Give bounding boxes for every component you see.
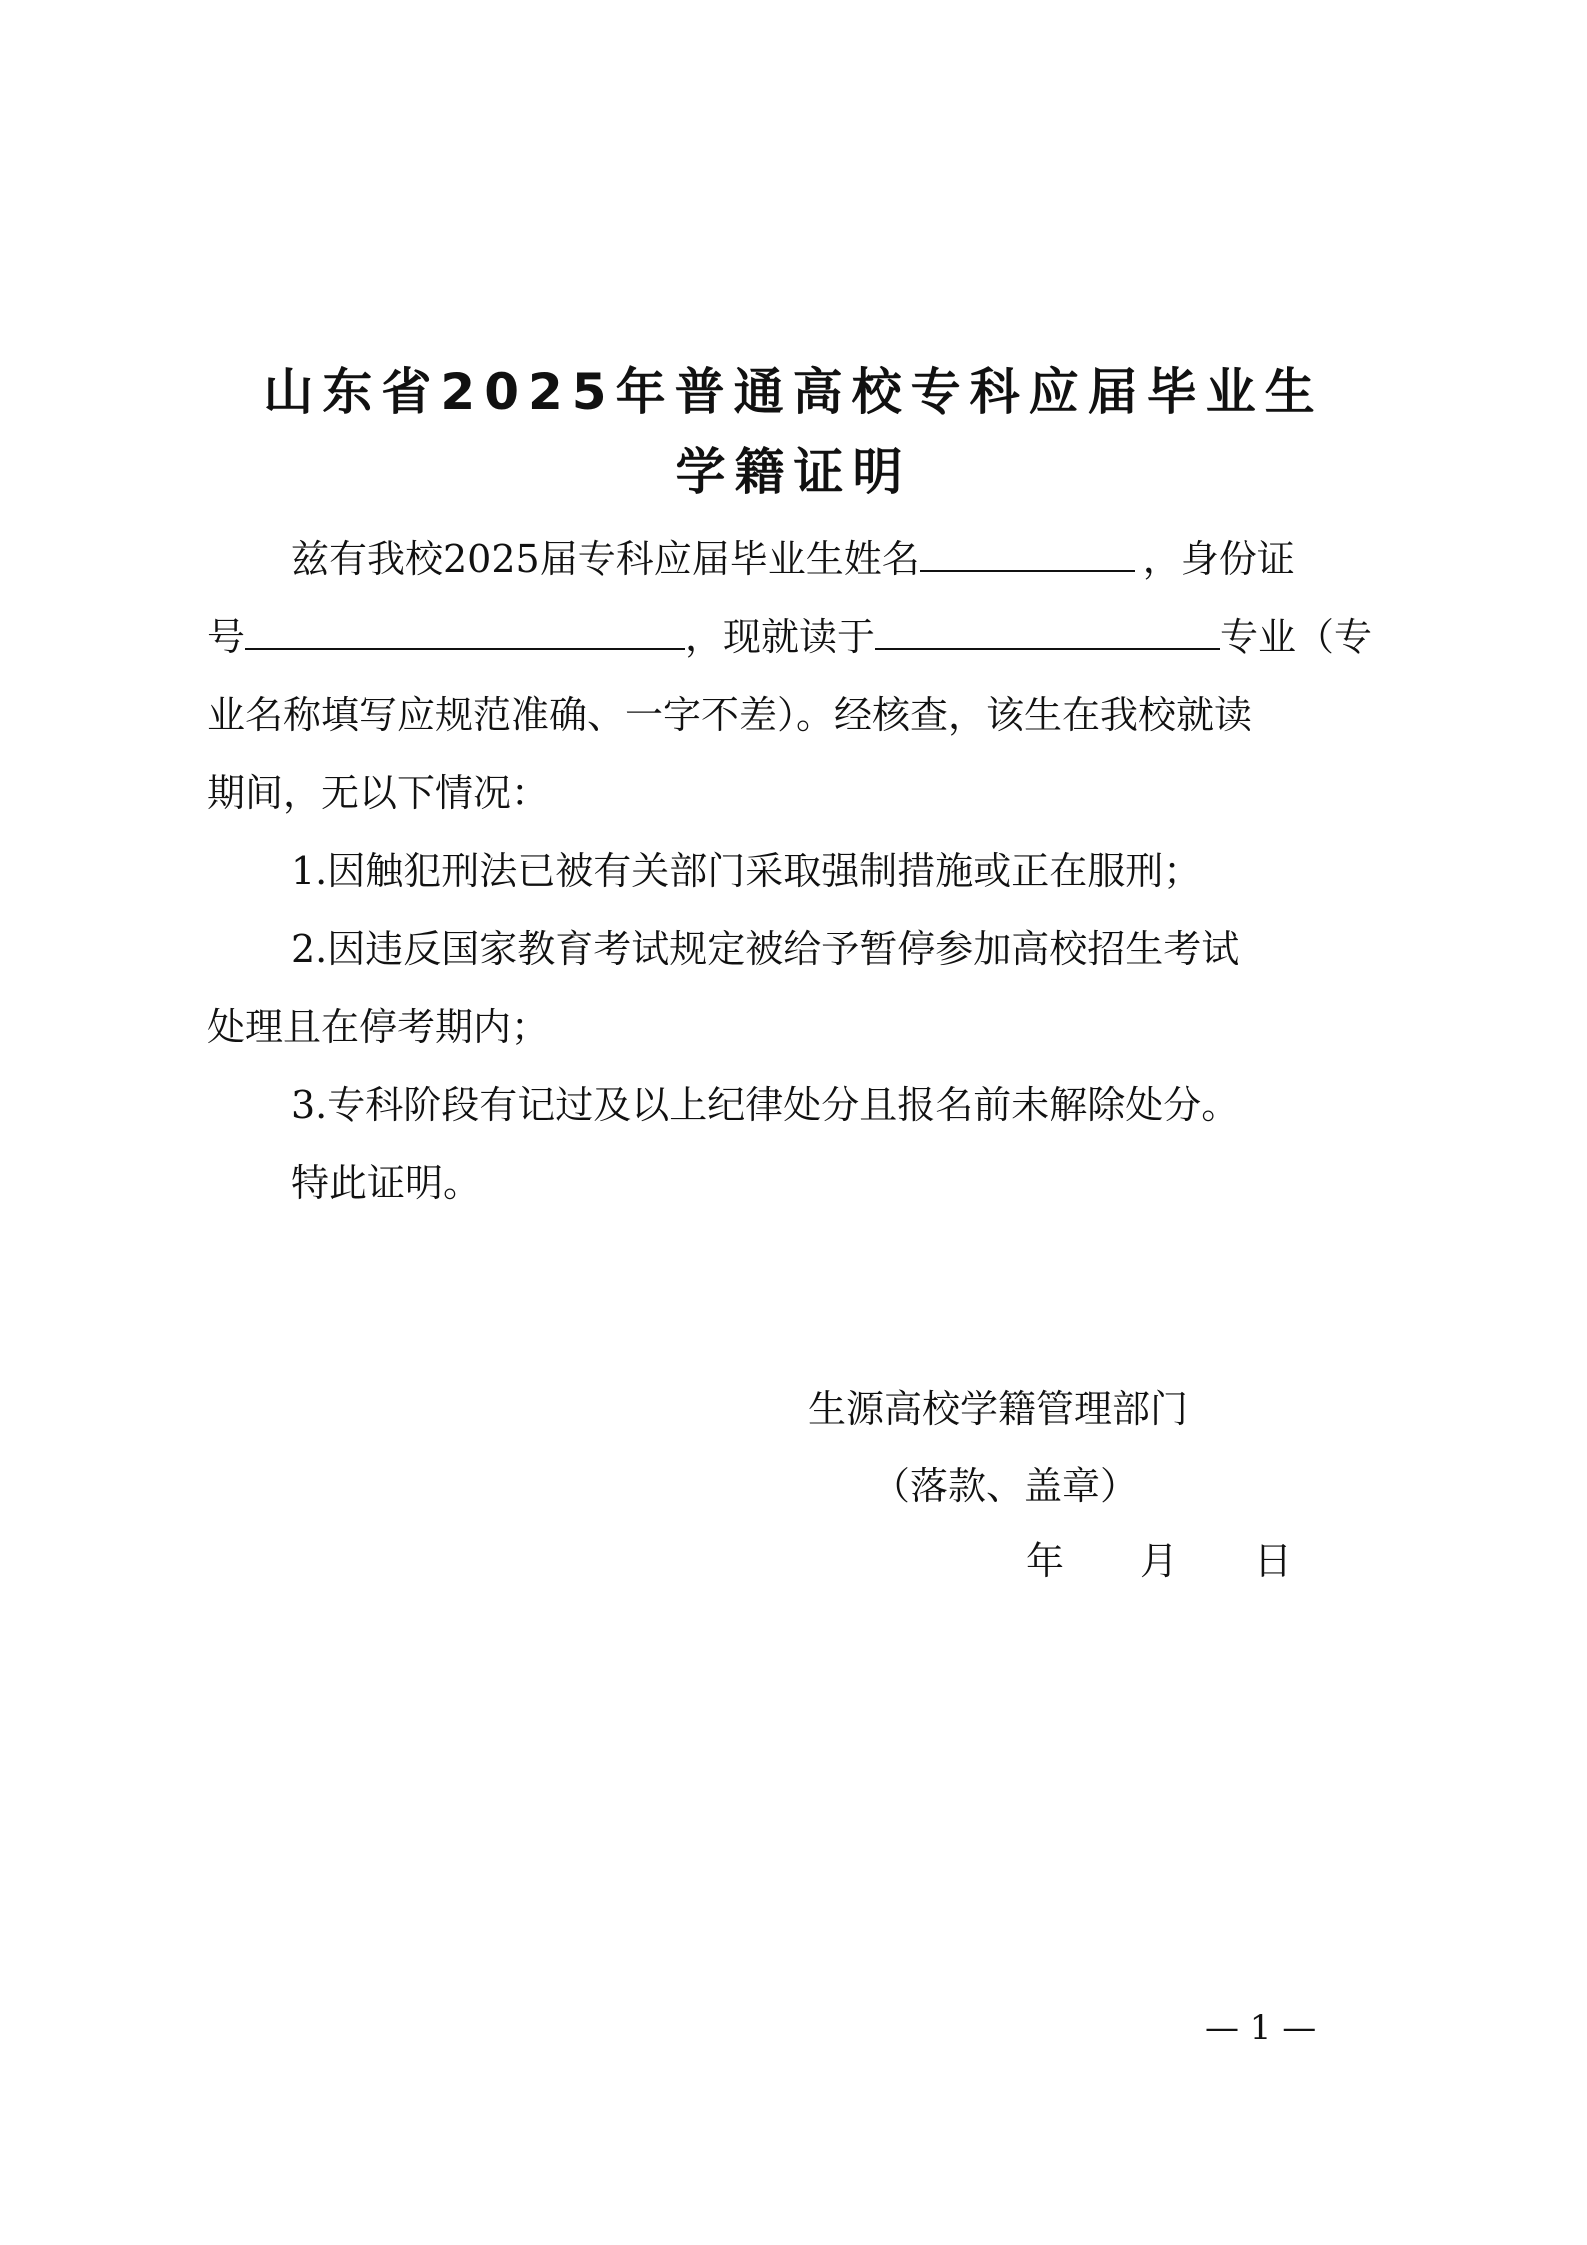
major-blank[interactable]: [875, 618, 1220, 650]
major-note-start: 专业（专: [1220, 615, 1373, 659]
date-day-label: 日: [1254, 1539, 1293, 1583]
major-label-text: ，现就读于: [685, 615, 876, 659]
date-month-label: 月: [1140, 1539, 1179, 1583]
condition-item-3: 3.专科阶段有记过及以上纪律处分且报名前未解除处分。: [291, 1083, 1240, 1127]
document-title-line-1: 山东省2025年普通高校专科应届毕业生: [263, 363, 1324, 421]
page-number: — 1 —: [1205, 2008, 1317, 2048]
paragraph-line-4: 期间，无以下情况：: [207, 771, 550, 815]
name-blank[interactable]: [920, 540, 1135, 572]
condition-item-2-continued: 处理且在停考期内；: [207, 1005, 550, 1049]
document-title-line-2: 学籍证明: [675, 443, 912, 501]
paragraph-line-1: [291, 520, 1295, 598]
paragraph-line-2: [207, 598, 1372, 676]
condition-item-2: 2.因违反国家教育考试规定被给予暂停参加高校招生考试: [291, 927, 1240, 971]
intro-text: 兹有我校2025届专科应届毕业生姓名: [291, 537, 920, 581]
paragraph-line-3: 业名称填写应规范准确、一字不差）。经核查，该生在我校就读: [207, 693, 1253, 737]
id-number-blank[interactable]: [245, 618, 685, 650]
signature-date: [1026, 1530, 1292, 1585]
date-year-label: 年: [1026, 1539, 1065, 1583]
id-label-text: ，身份证: [1142, 537, 1295, 581]
closing-text: 特此证明。: [291, 1161, 482, 1205]
id-label-end: 号: [207, 615, 246, 659]
signature-note: （落款、盖章）: [872, 1464, 1139, 1508]
signature-department: 生源高校学籍管理部门: [808, 1387, 1189, 1431]
condition-item-1: 1.因触犯刑法已被有关部门采取强制措施或正在服刑；: [291, 849, 1202, 893]
